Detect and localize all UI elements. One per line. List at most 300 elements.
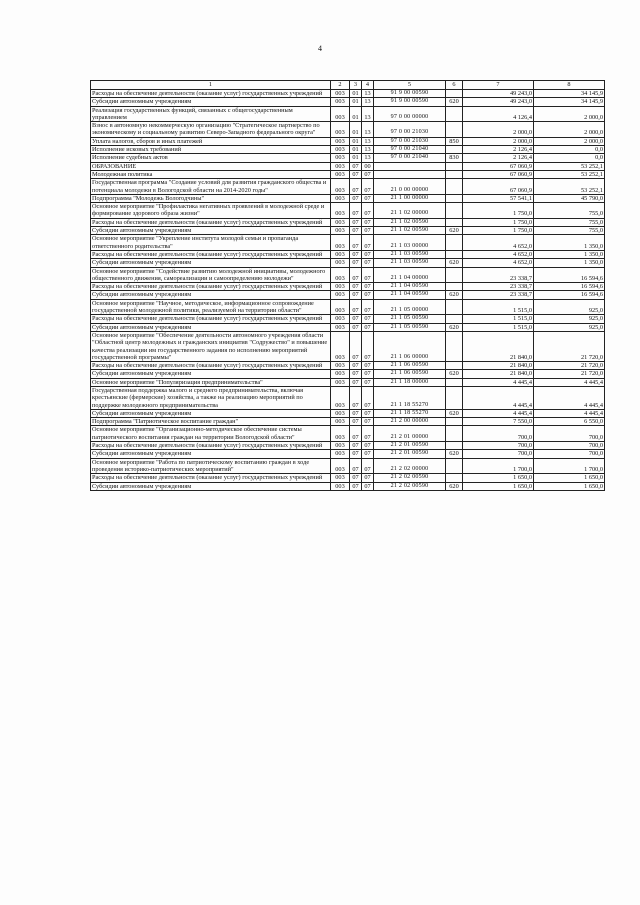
cell-admin-code: 003 (331, 146, 350, 154)
cell-expense-type: 620 (446, 98, 463, 106)
cell-target-article: 21 1 05 00000 (374, 299, 446, 315)
cell-admin-code: 003 (331, 106, 350, 122)
table-row (91, 450, 605, 458)
cell-section: 07 (350, 370, 362, 378)
cell-expense-type (446, 250, 463, 258)
cell-amount-year-2: 53 252,1 (534, 162, 605, 170)
cell-amount-year-2: 4 445,4 (534, 386, 605, 409)
cell-subsection: 07 (362, 482, 374, 490)
cell-amount-year-1: 700,0 (463, 426, 534, 442)
cell-expense-type (446, 299, 463, 315)
cell-amount-year-2: 21 720,0 (534, 370, 605, 378)
cell-expense-type (446, 218, 463, 226)
table-row (91, 146, 605, 154)
item-name: Основное мероприятие "Содействие развитию молодежной инициативы, молодежного общественного движения, самореализации и самоопределению молодежи" (91, 267, 331, 283)
cell-subsection: 07 (362, 386, 374, 409)
cell-expense-type (446, 474, 463, 482)
cell-subsection: 07 (362, 409, 374, 417)
cell-target-article: 21 1 04 00000 (374, 267, 446, 283)
item-name: Субсидии автономным учреждениям (91, 323, 331, 331)
item-name: Субсидии автономным учреждениям (91, 227, 331, 235)
cell-section: 07 (350, 203, 362, 219)
cell-subsection: 07 (362, 418, 374, 426)
table-row (91, 170, 605, 178)
cell-amount-year-2: 16 594,6 (534, 267, 605, 283)
cell-expense-type (446, 106, 463, 122)
cell-admin-code: 003 (331, 482, 350, 490)
cell-subsection: 07 (362, 267, 374, 283)
cell-expense-type (446, 235, 463, 251)
cell-amount-year-1: 1 515,0 (463, 299, 534, 315)
cell-section: 01 (350, 137, 362, 145)
table-row (91, 259, 605, 267)
cell-amount-year-1: 21 840,0 (463, 370, 534, 378)
cell-target-article: 91 9 00 00590 (374, 90, 446, 98)
item-name: Расходы на обеспечение деятельности (оказание услуг) государственных учреждений (91, 250, 331, 258)
cell-amount-year-1: 4 445,4 (463, 378, 534, 386)
cell-subsection: 07 (362, 179, 374, 195)
item-name: Подпрограмма "Молодежь Вологодчины" (91, 194, 331, 202)
cell-admin-code: 003 (331, 218, 350, 226)
cell-amount-year-2: 925,0 (534, 299, 605, 315)
cell-admin-code: 003 (331, 409, 350, 417)
cell-admin-code: 003 (331, 291, 350, 299)
item-name: Субсидии автономным учреждениям (91, 450, 331, 458)
cell-admin-code: 003 (331, 386, 350, 409)
cell-amount-year-1: 1 750,0 (463, 203, 534, 219)
cell-subsection: 07 (362, 378, 374, 386)
cell-expense-type (446, 203, 463, 219)
cell-section: 07 (350, 331, 362, 361)
cell-amount-year-2: 1 650,0 (534, 474, 605, 482)
cell-target-article: 21 1 06 00000 (374, 331, 446, 361)
cell-section: 01 (350, 154, 362, 162)
item-name: Субсидии автономным учреждениям (91, 482, 331, 490)
cell-expense-type (446, 267, 463, 283)
cell-amount-year-1: 49 243,0 (463, 90, 534, 98)
cell-target-article: 21 2 02 00000 (374, 458, 446, 474)
cell-target-article: 21 2 00 00000 (374, 418, 446, 426)
cell-admin-code: 003 (331, 250, 350, 258)
cell-section: 07 (350, 426, 362, 442)
cell-target-article: 21 1 03 00590 (374, 250, 446, 258)
cell-expense-type: 620 (446, 409, 463, 417)
item-name: Взнос в автономную некоммерческую организацию "Стратегическое партнерство по экономическому и социальному развитию Северо-Западного федерального округа" (91, 122, 331, 138)
cell-amount-year-1: 2 126,4 (463, 154, 534, 162)
item-name: Основное мероприятие "Укрепление института молодой семьи и пропаганда ответственного родительства" (91, 235, 331, 251)
cell-subsection: 07 (362, 170, 374, 178)
header-cell: 7 (463, 81, 534, 90)
cell-section: 07 (350, 474, 362, 482)
cell-admin-code: 003 (331, 370, 350, 378)
cell-expense-type: 830 (446, 154, 463, 162)
cell-expense-type (446, 315, 463, 323)
header-cell: 1 (91, 81, 331, 90)
cell-subsection: 07 (362, 474, 374, 482)
cell-target-article: 21 1 02 00000 (374, 203, 446, 219)
cell-amount-year-1: 2 000,0 (463, 122, 534, 138)
cell-expense-type (446, 418, 463, 426)
cell-amount-year-1: 7 550,0 (463, 418, 534, 426)
table-row (91, 283, 605, 291)
cell-expense-type (446, 426, 463, 442)
cell-expense-type (446, 162, 463, 170)
cell-admin-code: 003 (331, 194, 350, 202)
cell-target-article: 21 1 02 00590 (374, 218, 446, 226)
cell-expense-type (446, 362, 463, 370)
cell-admin-code: 003 (331, 362, 350, 370)
cell-section: 01 (350, 106, 362, 122)
cell-amount-year-2: 1 350,0 (534, 235, 605, 251)
cell-amount-year-2: 925,0 (534, 323, 605, 331)
item-name: Основное мероприятие "Организационно-методическое обеспечение системы патриотического воспитания граждан на территории Вологодской области" (91, 426, 331, 442)
cell-amount-year-1: 1 515,0 (463, 323, 534, 331)
cell-subsection: 13 (362, 122, 374, 138)
cell-target-article: 21 1 03 00590 (374, 259, 446, 267)
item-name: Основное мероприятие "Профилактика негативных проявлений в молодежной среде и формирование здорового образа жизни" (91, 203, 331, 219)
cell-admin-code: 003 (331, 162, 350, 170)
cell-subsection: 07 (362, 235, 374, 251)
cell-target-article: 21 1 03 00000 (374, 235, 446, 251)
cell-amount-year-1: 1 750,0 (463, 218, 534, 226)
cell-section: 01 (350, 98, 362, 106)
cell-admin-code: 003 (331, 203, 350, 219)
cell-amount-year-2: 1 650,0 (534, 482, 605, 490)
cell-target-article: 21 2 02 00590 (374, 482, 446, 490)
cell-admin-code: 003 (331, 378, 350, 386)
cell-target-article: 21 2 02 00590 (374, 474, 446, 482)
cell-amount-year-1: 67 060,9 (463, 162, 534, 170)
cell-expense-type (446, 386, 463, 409)
cell-expense-type (446, 90, 463, 98)
table-row (91, 378, 605, 386)
cell-amount-year-2: 16 594,6 (534, 291, 605, 299)
table-row (91, 137, 605, 145)
table-row (91, 426, 605, 442)
table-row (91, 409, 605, 417)
cell-section: 07 (350, 250, 362, 258)
item-name: Государственная поддержка малого и среднего предпринимательства, включая крестьянские (фермерские) хозяйства, а также на реализацию мероприятий по поддержке молодежного предпринимательства (91, 386, 331, 409)
cell-amount-year-2: 21 720,0 (534, 362, 605, 370)
cell-target-article: 91 9 00 00590 (374, 98, 446, 106)
cell-subsection: 07 (362, 426, 374, 442)
cell-subsection: 07 (362, 458, 374, 474)
table-row (91, 98, 605, 106)
cell-expense-type: 620 (446, 291, 463, 299)
cell-section: 07 (350, 299, 362, 315)
cell-amount-year-1: 49 243,0 (463, 98, 534, 106)
table-row (91, 203, 605, 219)
page-number: 4 (318, 44, 322, 53)
cell-amount-year-2: 925,0 (534, 315, 605, 323)
item-name: Субсидии автономным учреждениям (91, 370, 331, 378)
cell-amount-year-1: 57 541,1 (463, 194, 534, 202)
cell-target-article: 21 2 01 00000 (374, 426, 446, 442)
cell-admin-code: 003 (331, 315, 350, 323)
cell-section: 07 (350, 162, 362, 170)
table-row (91, 386, 605, 409)
item-name: Расходы на обеспечение деятельности (оказание услуг) государственных учреждений (91, 474, 331, 482)
item-name: Расходы на обеспечение деятельности (оказание услуг) государственных учреждений (91, 218, 331, 226)
cell-subsection: 07 (362, 218, 374, 226)
cell-admin-code: 003 (331, 154, 350, 162)
table-row (91, 474, 605, 482)
cell-subsection: 13 (362, 146, 374, 154)
item-name: Субсидии автономным учреждениям (91, 98, 331, 106)
table-row (91, 291, 605, 299)
table-row (91, 482, 605, 490)
header-cell: 3 (350, 81, 362, 90)
table-row (91, 218, 605, 226)
cell-amount-year-2: 53 252,1 (534, 179, 605, 195)
cell-admin-code: 003 (331, 259, 350, 267)
cell-target-article: 97 0 00 21040 (374, 154, 446, 162)
cell-admin-code: 003 (331, 98, 350, 106)
cell-target-article: 97 0 00 21040 (374, 146, 446, 154)
cell-amount-year-1: 21 840,0 (463, 331, 534, 361)
cell-admin-code: 003 (331, 227, 350, 235)
cell-section: 01 (350, 90, 362, 98)
cell-admin-code: 003 (331, 299, 350, 315)
cell-amount-year-1: 700,0 (463, 442, 534, 450)
cell-amount-year-1: 67 060,9 (463, 179, 534, 195)
cell-amount-year-2: 1 700,0 (534, 458, 605, 474)
cell-expense-type: 620 (446, 259, 463, 267)
cell-amount-year-1: 4 445,4 (463, 409, 534, 417)
cell-amount-year-2: 34 145,9 (534, 98, 605, 106)
cell-amount-year-2: 2 000,0 (534, 122, 605, 138)
cell-section: 07 (350, 323, 362, 331)
cell-subsection: 07 (362, 203, 374, 219)
cell-subsection: 07 (362, 283, 374, 291)
cell-subsection: 13 (362, 154, 374, 162)
header-cell: 2 (331, 81, 350, 90)
cell-amount-year-1: 1 650,0 (463, 482, 534, 490)
cell-subsection: 07 (362, 331, 374, 361)
table-row (91, 162, 605, 170)
cell-admin-code: 003 (331, 267, 350, 283)
cell-subsection: 07 (362, 227, 374, 235)
item-name: Расходы на обеспечение деятельности (оказание услуг) государственных учреждений (91, 362, 331, 370)
item-name: Субсидии автономным учреждениям (91, 291, 331, 299)
cell-amount-year-2: 755,0 (534, 227, 605, 235)
cell-admin-code: 003 (331, 331, 350, 361)
cell-section: 07 (350, 409, 362, 417)
cell-target-article (374, 162, 446, 170)
table-row (91, 179, 605, 195)
table-row (91, 227, 605, 235)
cell-subsection: 07 (362, 323, 374, 331)
item-name: ОБРАЗОВАНИЕ (91, 162, 331, 170)
cell-amount-year-2: 53 252,1 (534, 170, 605, 178)
header-cell: 6 (446, 81, 463, 90)
cell-admin-code: 003 (331, 179, 350, 195)
cell-subsection: 13 (362, 137, 374, 145)
table-row (91, 235, 605, 251)
cell-section: 07 (350, 386, 362, 409)
cell-admin-code: 003 (331, 283, 350, 291)
cell-amount-year-1: 1 515,0 (463, 315, 534, 323)
cell-section: 07 (350, 458, 362, 474)
cell-target-article: 97 0 00 00000 (374, 106, 446, 122)
cell-subsection: 07 (362, 370, 374, 378)
cell-subsection: 07 (362, 250, 374, 258)
cell-amount-year-1: 2 000,0 (463, 137, 534, 145)
item-name: Молодежная политика (91, 170, 331, 178)
cell-subsection: 07 (362, 362, 374, 370)
cell-target-article: 21 1 06 00590 (374, 362, 446, 370)
cell-expense-type: 850 (446, 137, 463, 145)
cell-target-article: 21 1 05 00590 (374, 323, 446, 331)
item-name: Основное мероприятие "Популяризация предпринимательства" (91, 378, 331, 386)
table-row (91, 267, 605, 283)
cell-admin-code: 003 (331, 137, 350, 145)
cell-amount-year-2: 755,0 (534, 218, 605, 226)
item-name: Основное мероприятие "Обеспечение деятельности автономного учреждения области "Областной центр молодежных и гражданских инициатив "Содружество" и повышение качества реализации им государственного задания по исполнению мероприятий государственной программы" (91, 331, 331, 361)
cell-target-article: 21 1 04 00590 (374, 291, 446, 299)
cell-admin-code: 003 (331, 418, 350, 426)
cell-amount-year-2: 1 350,0 (534, 259, 605, 267)
cell-section: 07 (350, 267, 362, 283)
table-row (91, 122, 605, 138)
cell-target-article: 21 1 18 55270 (374, 386, 446, 409)
cell-target-article: 21 1 05 00590 (374, 315, 446, 323)
cell-admin-code: 003 (331, 426, 350, 442)
cell-amount-year-2: 21 720,0 (534, 331, 605, 361)
table-row (91, 299, 605, 315)
cell-expense-type: 620 (446, 227, 463, 235)
item-name: Основное мероприятие "Научное, методическое, информационное сопровождение государственной молодежной политики, реализуемой на территории области" (91, 299, 331, 315)
cell-admin-code: 003 (331, 458, 350, 474)
table-row (91, 323, 605, 331)
cell-amount-year-1: 4 652,0 (463, 235, 534, 251)
cell-subsection: 07 (362, 315, 374, 323)
cell-section: 07 (350, 291, 362, 299)
cell-section: 07 (350, 362, 362, 370)
cell-amount-year-1: 21 840,0 (463, 362, 534, 370)
cell-section: 07 (350, 315, 362, 323)
cell-amount-year-2: 700,0 (534, 442, 605, 450)
cell-amount-year-1: 23 338,7 (463, 267, 534, 283)
cell-target-article: 21 1 02 00590 (374, 227, 446, 235)
cell-amount-year-1: 4 445,4 (463, 386, 534, 409)
cell-expense-type (446, 442, 463, 450)
cell-subsection: 13 (362, 98, 374, 106)
cell-expense-type: 620 (446, 370, 463, 378)
cell-amount-year-2: 700,0 (534, 450, 605, 458)
table-row (91, 106, 605, 122)
cell-target-article: 21 1 18 00000 (374, 378, 446, 386)
cell-amount-year-1: 23 338,7 (463, 283, 534, 291)
cell-subsection: 07 (362, 194, 374, 202)
cell-amount-year-2: 0,0 (534, 154, 605, 162)
table-row (91, 194, 605, 202)
cell-admin-code: 003 (331, 442, 350, 450)
cell-amount-year-1: 23 338,7 (463, 291, 534, 299)
cell-subsection: 07 (362, 259, 374, 267)
cell-amount-year-1: 2 126,4 (463, 146, 534, 154)
cell-amount-year-1: 700,0 (463, 450, 534, 458)
table-row (91, 418, 605, 426)
cell-subsection: 13 (362, 90, 374, 98)
cell-amount-year-1: 4 652,0 (463, 259, 534, 267)
cell-amount-year-1: 67 060,9 (463, 170, 534, 178)
item-name: Субсидии автономным учреждениям (91, 259, 331, 267)
cell-expense-type (446, 378, 463, 386)
item-name: Расходы на обеспечение деятельности (оказание услуг) государственных учреждений (91, 283, 331, 291)
cell-section: 07 (350, 450, 362, 458)
cell-subsection: 07 (362, 442, 374, 450)
cell-amount-year-2: 0,0 (534, 146, 605, 154)
item-name: Расходы на обеспечение деятельности (оказание услуг) государственных учреждений (91, 442, 331, 450)
item-name: Субсидии автономным учреждениям (91, 409, 331, 417)
cell-admin-code: 003 (331, 90, 350, 98)
cell-target-article: 21 2 01 00590 (374, 450, 446, 458)
table-row (91, 154, 605, 162)
cell-amount-year-1: 1 750,0 (463, 227, 534, 235)
table-row (91, 370, 605, 378)
cell-section: 07 (350, 442, 362, 450)
cell-target-article: 97 0 00 21030 (374, 137, 446, 145)
cell-subsection: 13 (362, 106, 374, 122)
cell-amount-year-2: 6 550,0 (534, 418, 605, 426)
item-name: Расходы на обеспечение деятельности (оказание услуг) государственных учреждений (91, 90, 331, 98)
table-row (91, 315, 605, 323)
cell-section: 07 (350, 179, 362, 195)
item-name: Основное мероприятие "Работа по патриотическому воспитанию граждан в ходе проведения историко-патриотических мероприятий" (91, 458, 331, 474)
cell-amount-year-1: 1 700,0 (463, 458, 534, 474)
cell-amount-year-1: 1 650,0 (463, 474, 534, 482)
header-cell: 5 (374, 81, 446, 90)
cell-amount-year-2: 4 445,4 (534, 378, 605, 386)
cell-target-article: 21 1 00 00000 (374, 194, 446, 202)
item-name: Исполнение исковых требований (91, 146, 331, 154)
cell-expense-type: 620 (446, 450, 463, 458)
cell-admin-code: 003 (331, 170, 350, 178)
table-row (91, 90, 605, 98)
cell-amount-year-2: 2 000,0 (534, 106, 605, 122)
cell-target-article: 21 1 04 00590 (374, 283, 446, 291)
cell-target-article (374, 170, 446, 178)
cell-admin-code: 003 (331, 450, 350, 458)
cell-admin-code: 003 (331, 474, 350, 482)
cell-amount-year-1: 4 652,0 (463, 250, 534, 258)
cell-target-article: 21 1 06 00590 (374, 370, 446, 378)
cell-amount-year-2: 2 000,0 (534, 137, 605, 145)
cell-expense-type (446, 179, 463, 195)
cell-subsection: 07 (362, 291, 374, 299)
cell-section: 07 (350, 482, 362, 490)
cell-subsection: 00 (362, 162, 374, 170)
cell-expense-type (446, 283, 463, 291)
item-name: Реализация государственных функций, связанных с общегосударственным управлением (91, 106, 331, 122)
cell-subsection: 07 (362, 299, 374, 315)
item-name: Государственная программа "Создание условий для развития гражданского общества и потенциала молодежи в Вологодской области на 2014-2020 годы" (91, 179, 331, 195)
budget-table (90, 80, 605, 491)
cell-amount-year-2: 4 445,4 (534, 409, 605, 417)
cell-expense-type (446, 194, 463, 202)
cell-amount-year-2: 34 145,9 (534, 90, 605, 98)
cell-expense-type (446, 458, 463, 474)
cell-expense-type: 620 (446, 482, 463, 490)
cell-amount-year-2: 45 790,0 (534, 194, 605, 202)
cell-target-article: 21 2 01 00590 (374, 442, 446, 450)
cell-target-article: 21 1 18 55270 (374, 409, 446, 417)
cell-section: 07 (350, 418, 362, 426)
item-name: Уплата налогов, сборов и иных платежей (91, 137, 331, 145)
cell-section: 07 (350, 170, 362, 178)
table-row (91, 458, 605, 474)
